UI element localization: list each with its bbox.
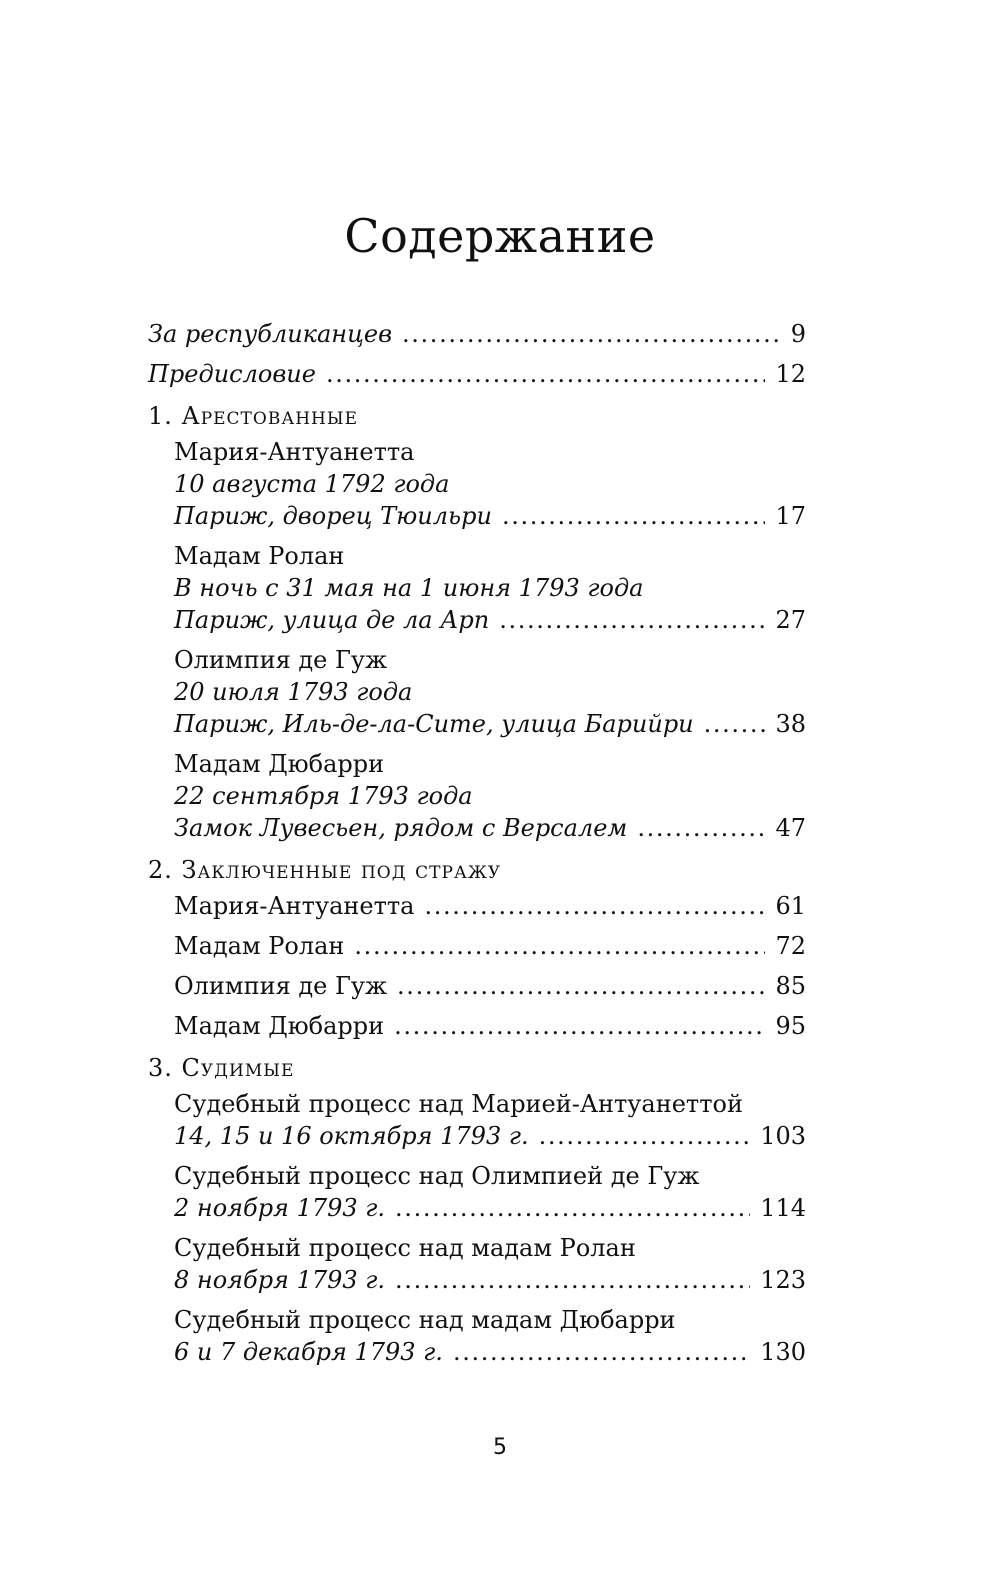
toc-entry-date: 22 сентября 1793 года bbox=[174, 782, 473, 810]
toc-entry bbox=[148, 358, 806, 390]
toc-entry bbox=[174, 970, 806, 1002]
toc-page-number: 17 bbox=[775, 502, 806, 530]
toc-entry bbox=[174, 1232, 806, 1296]
toc-entry-title: Судебный процесс над Олимпией де Гуж bbox=[174, 1162, 700, 1190]
part-entries bbox=[174, 436, 806, 844]
toc-entry-place: Париж, Иль-де-ла-Сите, улица Барийри bbox=[174, 710, 694, 738]
toc-page-number: 123 bbox=[760, 1266, 806, 1294]
toc-entry-title: Мадам Ролан bbox=[174, 932, 345, 960]
dot-leader bbox=[395, 1264, 750, 1296]
dot-leader bbox=[499, 604, 765, 636]
dot-leader bbox=[704, 708, 766, 740]
toc-entry-title: Судебный процесс над мадам Дюбарри bbox=[174, 1306, 676, 1334]
toc-entry-title: Мария-Антуанетта bbox=[174, 438, 415, 466]
part-entries bbox=[174, 890, 806, 1042]
toc-entry bbox=[174, 1010, 806, 1042]
toc-page-number: 114 bbox=[760, 1194, 806, 1222]
part-entries bbox=[174, 1088, 806, 1368]
dot-leader bbox=[637, 812, 765, 844]
toc-entry-title: Мадам Дюбарри bbox=[174, 750, 385, 778]
toc-entry-title: Судебный процесс над мадам Ролан bbox=[174, 1234, 636, 1262]
toc-entry-title: Мадам Ролан bbox=[174, 542, 345, 570]
page-number: 5 bbox=[493, 1435, 507, 1460]
dot-leader bbox=[539, 1120, 751, 1152]
toc-entry-date: 2 ноября 1793 г. bbox=[174, 1194, 386, 1222]
toc-page-number: 103 bbox=[760, 1122, 806, 1150]
toc-entry bbox=[174, 1088, 806, 1152]
toc-page-number: 12 bbox=[775, 360, 806, 388]
dot-leader bbox=[502, 500, 766, 532]
toc-entry-date: 6 и 7 декабря 1793 г. bbox=[174, 1338, 443, 1366]
toc-page-number: 61 bbox=[775, 892, 806, 920]
toc-page-number: 27 bbox=[775, 606, 806, 634]
toc-entry bbox=[174, 1304, 806, 1368]
dot-leader bbox=[395, 1192, 750, 1224]
dot-leader bbox=[394, 1010, 765, 1042]
toc-page-number: 85 bbox=[775, 972, 806, 1000]
toc-entry bbox=[174, 644, 806, 740]
dot-leader bbox=[453, 1336, 750, 1368]
toc-entry-title: Судебный процесс над Марией-Антуанеттой bbox=[174, 1090, 743, 1118]
toc-page-number: 72 bbox=[775, 932, 806, 960]
toc-entry-date: 20 июля 1793 года bbox=[174, 678, 413, 706]
toc-entry-date: 8 ноября 1793 г. bbox=[174, 1266, 386, 1294]
page-title: Содержание bbox=[344, 209, 656, 263]
toc-entry bbox=[148, 318, 806, 350]
toc-entry-place: Париж, улица де ла Арп bbox=[174, 606, 490, 634]
toc-entry bbox=[174, 1160, 806, 1224]
toc-page-number: 47 bbox=[775, 814, 806, 842]
dot-leader bbox=[354, 930, 765, 962]
toc-entry bbox=[174, 930, 806, 962]
toc-entry-title: Предисловие bbox=[148, 360, 316, 388]
toc-page-number: 130 bbox=[760, 1338, 806, 1366]
dot-leader bbox=[424, 890, 765, 922]
toc-entry-title: Олимпия де Гуж bbox=[174, 646, 388, 674]
toc-entry-date: 10 августа 1792 года bbox=[174, 470, 450, 498]
part-heading: 2. Заключенные под стражу bbox=[148, 856, 502, 884]
toc-entry-title: Олимпия де Гуж bbox=[174, 972, 388, 1000]
toc-entry-date: В ночь с 31 мая на 1 июня 1793 года bbox=[174, 574, 644, 602]
toc-entry-title: Мадам Дюбарри bbox=[174, 1012, 385, 1040]
part-heading: 1. Арестованные bbox=[148, 402, 358, 430]
part-heading: 3. Судимые bbox=[148, 1054, 295, 1082]
toc-entry-title: За республиканцев bbox=[148, 320, 393, 348]
toc-page-number: 9 bbox=[790, 320, 806, 348]
toc-page-number: 38 bbox=[775, 710, 806, 738]
toc-entry-place: Замок Лувесьен, рядом с Версалем bbox=[174, 814, 628, 842]
toc-entry-date: 14, 15 и 16 октября 1793 г. bbox=[174, 1122, 529, 1150]
dot-leader bbox=[397, 970, 765, 1002]
toc-entry bbox=[174, 540, 806, 636]
toc-entry-place: Париж, дворец Тюильри bbox=[174, 502, 492, 530]
dot-leader bbox=[402, 318, 781, 350]
toc-entry bbox=[174, 748, 806, 844]
toc-entry-title: Мария-Антуанетта bbox=[174, 892, 415, 920]
table-of-contents bbox=[148, 318, 806, 1376]
toc-page-number: 95 bbox=[775, 1012, 806, 1040]
toc-entry bbox=[174, 890, 806, 922]
toc-entry bbox=[174, 436, 806, 532]
dot-leader bbox=[326, 358, 765, 390]
